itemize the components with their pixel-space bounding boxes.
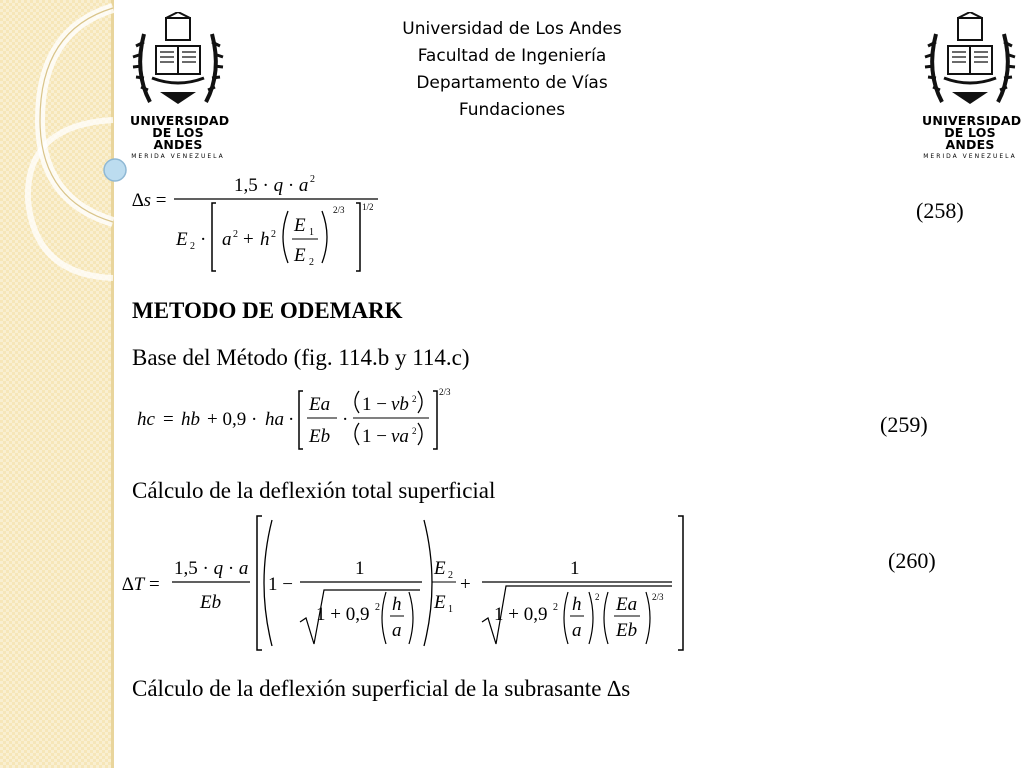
svg-text:Eb: Eb — [200, 592, 222, 613]
equation-number-259: (259) — [880, 412, 928, 437]
svg-text:2: 2 — [190, 241, 195, 252]
svg-text:2: 2 — [310, 174, 315, 185]
svg-text:+: + — [460, 574, 471, 595]
svg-text:1: 1 — [570, 558, 580, 579]
equation-number-260: (260) — [888, 548, 936, 573]
svg-text:2: 2 — [553, 602, 558, 613]
header-line-faculty: Facultad de Ingeniería — [417, 46, 607, 66]
svg-text:1: 1 — [355, 558, 365, 579]
svg-text:2/3: 2/3 — [333, 205, 345, 215]
svg-text:·: · — [342, 409, 349, 430]
svg-text:E: E — [294, 215, 306, 236]
logo-name-line2: DE LOS ANDES — [944, 125, 996, 152]
svg-text:1 −: 1 − — [362, 394, 387, 415]
svg-text:h: h — [572, 594, 582, 615]
svg-text:1: 1 — [309, 227, 314, 238]
logo-subtitle: MERIDA VENEZUELA — [131, 153, 225, 160]
svg-text:a: a — [392, 620, 402, 641]
svg-text:2: 2 — [271, 229, 276, 240]
subgrade-deflection-text: Cálculo de la deflexión superficial de la subrasante ∆s — [132, 676, 631, 701]
svg-text:hb: hb — [181, 409, 200, 430]
svg-text:1 −: 1 − — [362, 426, 387, 447]
svg-text:∆s =: ∆s = — [132, 190, 167, 211]
svg-text:=: = — [163, 409, 174, 430]
svg-text:2: 2 — [233, 229, 238, 240]
svg-text:h: h — [392, 594, 402, 615]
svg-text:a: a — [572, 620, 582, 641]
formula-258 — [130, 165, 390, 280]
svg-text:1 + 0,9: 1 + 0,9 — [316, 604, 370, 625]
svg-text:νb: νb — [391, 394, 409, 415]
header-line-department: Departamento de Vías — [416, 73, 608, 93]
logo-name-line1: UNIVERSIDAD — [922, 113, 1022, 128]
svg-text:2: 2 — [448, 570, 453, 581]
svg-text:h: h — [260, 229, 270, 250]
logo-name-line2: DE LOS ANDES — [152, 125, 204, 152]
svg-text:E: E — [176, 229, 188, 250]
slide-header — [0, 16, 1024, 124]
svg-text:1 + 0,9: 1 + 0,9 — [494, 604, 548, 625]
svg-text:2: 2 — [309, 257, 314, 268]
svg-text:Eb: Eb — [309, 426, 331, 447]
svg-text:·: · — [288, 409, 295, 430]
svg-text:ha: ha — [265, 409, 284, 430]
blue-dot-icon — [104, 159, 126, 181]
formula-259 — [135, 385, 465, 455]
svg-text:Ea: Ea — [309, 394, 331, 415]
method-basis-text: Base del Método (fig. 114.b y 114.c) — [132, 345, 470, 370]
svg-text:1/2: 1/2 — [362, 202, 374, 212]
svg-text:a: a — [222, 229, 232, 250]
svg-text:E: E — [434, 558, 446, 579]
svg-text:E: E — [294, 245, 306, 266]
total-deflection-text: Cálculo de la deflexión total superficial — [132, 478, 496, 503]
svg-text:+ 0,9 ·: + 0,9 · — [207, 409, 258, 430]
logo-name-line1: UNIVERSIDAD — [130, 113, 230, 128]
equation-number-258: (258) — [916, 198, 964, 223]
svg-text:2: 2 — [595, 592, 600, 602]
svg-text:1,5 · q · a: 1,5 · q · a — [174, 558, 249, 579]
svg-text:2: 2 — [412, 426, 417, 436]
svg-text:hc: hc — [137, 409, 155, 430]
section-heading: METODO DE ODEMARK — [132, 298, 403, 323]
svg-text:Ea: Ea — [616, 594, 638, 615]
svg-text:·: · — [200, 229, 207, 250]
svg-text:2: 2 — [375, 602, 380, 613]
svg-text:1: 1 — [448, 604, 453, 615]
formula-260 — [120, 512, 695, 657]
header-line-course: Fundaciones — [458, 100, 566, 120]
svg-text:2: 2 — [412, 394, 417, 404]
svg-text:2/3: 2/3 — [439, 387, 451, 397]
logo-subtitle: MERIDA VENEZUELA — [923, 153, 1017, 160]
svg-text:1,5 · q · a: 1,5 · q · a — [234, 175, 309, 196]
svg-text:1 −: 1 − — [268, 574, 293, 595]
svg-text:νa: νa — [391, 426, 409, 447]
header-line-university: Universidad de Los Andes — [402, 19, 622, 39]
svg-text:Eb: Eb — [616, 620, 638, 641]
svg-text:∆T =: ∆T = — [122, 574, 160, 595]
svg-text:2/3: 2/3 — [652, 592, 664, 602]
svg-text:+: + — [243, 229, 254, 250]
svg-text:E: E — [434, 592, 446, 613]
